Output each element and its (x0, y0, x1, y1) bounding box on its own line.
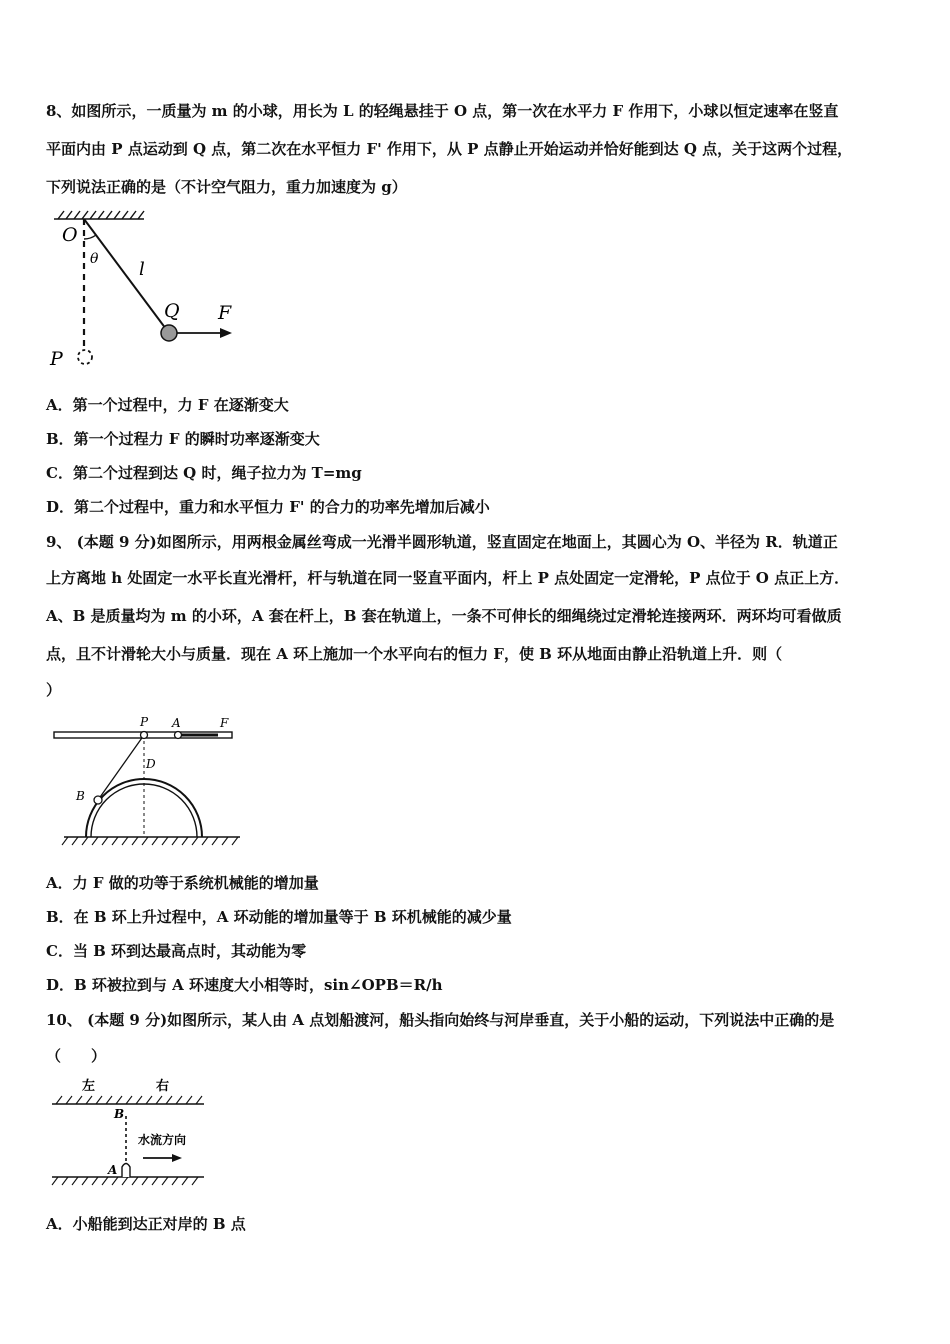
label-l: l (139, 259, 145, 280)
theta-arc (84, 235, 96, 239)
q8-stem-line-3: 下列说法正确的是（不计空气阻力，重力加速度为 g） (46, 178, 407, 196)
q8-option-b: B．第一个过程力 F 的瞬时功率逐渐变大 (46, 430, 320, 448)
q8-stem-line-2: 平面内由 P 点运动到 Q 点，第二次在水平恒力 F' 作用下，从 P 点静止开始运动并恰好能到达 Q 点，关于这两个过程， (46, 140, 853, 158)
label-p: P (50, 348, 63, 370)
bottom-bank-hatch (52, 1177, 198, 1185)
q9-option-b: B．在 B 环上升过程中，A 环动能的增加量等于 B 环机械能的减少量 (46, 908, 512, 926)
label-right: 右 (156, 1079, 170, 1094)
q9-semicircle-track-figure (50, 710, 246, 855)
q9-option-c: C．当 B 环到达最高点时，其动能为零 (46, 942, 307, 960)
flow-arrow-head (172, 1154, 182, 1162)
top-bank-hatch (56, 1096, 202, 1104)
label-flow-direction: 水流方向 (138, 1133, 187, 1147)
label-left: 左 (82, 1079, 96, 1094)
q8-pendulum-figure (46, 205, 256, 375)
q8-option-d: D．第二个过程中，重力和水平恒力 F' 的合力的功率先增加后减小 (46, 498, 490, 516)
q9-stem-line-4: 点，且不计滑轮大小与质量．现在 A 环上施加一个水平向右的恒力 F，使 B 环从地面由静止沿轨道上升．则（ (46, 645, 783, 663)
q9-stem-line-2: 上方离地 h 处固定一水平长直光滑杆，杆与轨道在同一竖直平面内，杆上 P 点处固定一定滑轮，P 点位于 O 点正上方． (46, 569, 850, 587)
label-theta: θ (90, 251, 99, 267)
ball-q (161, 325, 177, 341)
q10-option-a: A．小船能到达正对岸的 B 点 (46, 1215, 246, 1233)
label-q: Q (164, 300, 180, 322)
q9-stem-line-3: A、B 是质量均为 m 的小环，A 套在杆上，B 套在轨道上，一条不可伸长的细绳绕过定滑轮连接两环．两环均可看做质 (46, 607, 842, 625)
label-f: F (218, 302, 232, 324)
label-d: D (146, 757, 156, 771)
q10-stem-line-1: 10、 (本题 9 分)如图所示，某人由 A 点划船渡河，船头指向始终与河岸垂直，关于小船的运动，下列说法中正确的是 (46, 1011, 835, 1029)
q10-river-figure (46, 1078, 216, 1193)
label-b: B (114, 1107, 125, 1121)
label-b: B (76, 789, 85, 803)
q9-option-a: A．力 F 做的功等于系统机械能的增加量 (46, 874, 319, 892)
label-a: A (108, 1163, 118, 1177)
q9-option-d: D．B 环被拉到与 A 环速度大小相等时，sin∠OPB＝R/h (46, 976, 443, 994)
ring-a (175, 732, 182, 739)
ring-b (94, 796, 102, 804)
ball-p-dashed (78, 350, 92, 364)
pulley-p (141, 732, 148, 739)
q9-stem-line-1: 9、 (本题 9 分)如图所示，用两根金属丝弯成一光滑半圆形轨道，竖直固定在地面上，其圆心为 O、半径为 R．轨道正 (46, 533, 838, 551)
q8-stem-line-1: 8、如图所示，一质量为 m 的小球，用长为 L 的轻绳悬挂于 O 点，第一次在水平力 F 作用下，小球以恒定速率在竖直 (46, 102, 839, 120)
force-arrow-head (220, 328, 232, 338)
label-o: O (62, 224, 78, 246)
q10-stem-line-2: （ ） (46, 1047, 107, 1065)
boat-icon (122, 1164, 130, 1178)
label-f: F (220, 716, 229, 730)
label-a: A (172, 716, 181, 730)
label-p: P (140, 715, 149, 729)
q8-option-c: C．第二个过程到达 Q 时，绳子拉力为 T=mg (46, 464, 362, 482)
ceiling-hatch (54, 211, 144, 219)
q8-option-a: A．第一个过程中，力 F 在逐渐变大 (46, 396, 289, 414)
ground-hatch (62, 837, 238, 845)
string-pb (98, 735, 144, 800)
q9-stem-line-5: ） (46, 681, 62, 699)
